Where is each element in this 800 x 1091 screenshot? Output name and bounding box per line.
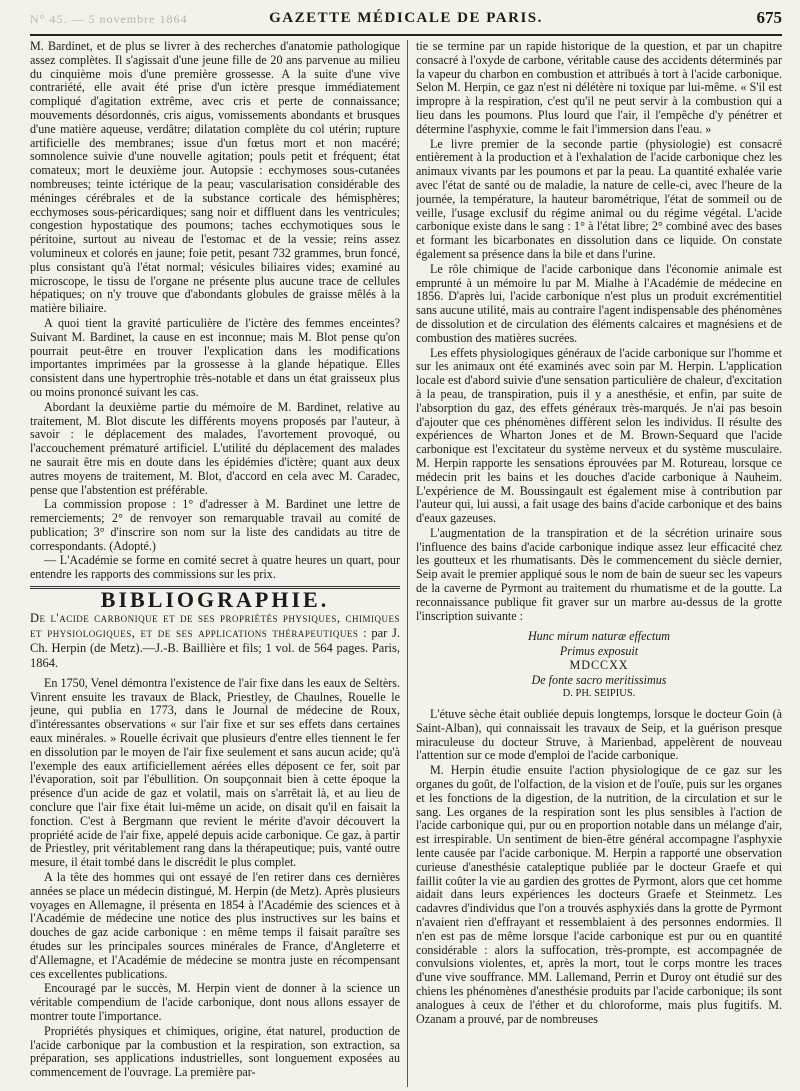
inscription-line: Hunc mirum naturæ effectum	[527, 629, 671, 644]
book-title: De l'acide carbonique et de ses propriétés physiques, chimiques et physiologiques, et de ses applications thérapeutiques	[30, 610, 400, 640]
journal-title: GAZETTE MÉDICALE DE PARIS.	[269, 10, 543, 26]
paragraph: L'étuve sèche était oubliée depuis longtemps, lorsque le docteur Goin (à Saint-Alban), qui connaissait les travaux de Seip, et la guérison presque miraculeuse du docteur Struve, à Marienbad, appelèrent de nouveau l'attention sur ce mode d'emploi de l'acide carbonique.	[416, 706, 782, 763]
paragraph: tie se termine par un rapide historique de la question, et par un chapitre consacré à l'oxyde de carbone, véritable cause des accidents déterminés par la vapeur du charbon en combustion et attribués à tort à l'acide carbonique. Selon M. Herpin, ce gaz n'est ni délétère ni toxique par lui-même. « S'il est impropre à la respiration, c'est qu'il ne peut servir à la combustion qui a lieu dans les poumons. Plus lourd que l'air, il l'empêche d'y pénétrer et détermine l'asphyxie, comme le fait l'immersion dans l'eau. »	[416, 40, 782, 136]
paragraph: — L'Académie se forme en comité secret à quatre heures un quart, pour entendre les rapports des commissions sur les prix.	[30, 553, 400, 582]
right-column	[416, 40, 782, 1087]
inscription	[416, 629, 782, 702]
inscription-line: De fonte sacro meritissimus	[531, 672, 667, 687]
column-divider	[407, 40, 408, 1087]
paragraph: Le rôle chimique de l'acide carbonique dans l'économie animale est emprunté à un mémoire lu par M. Mialhe à l'Académie de médecine en 1856. D'après lui, l'acide carbonique n'est plus un produit excrémentitiel sans aucune utilité, mais au contraire l'agent indispensable des phénomènes de dissolution et de circulation des éléments calcaires et magnésiens et de combustion des matières sucrées.	[416, 261, 782, 345]
page-number: 675	[756, 8, 782, 27]
left-column	[30, 40, 400, 1087]
paragraph: Abordant la deuxième partie du mémoire de M. Bardinet, relative au traitement, M. Blot discute les différents moyens proposés par l'auteur, à savoir : le déplacement des malades, l'avortement provoqué, ou l'accouchement prématuré artificiel. L'utilité du déplacement des malades ne saurait être mis en doute dans les épidémies d'ictère; quant aux deux autres moyens de traitement, M. Blot, d'accord en cela avec M. Caradec, pense que l'abstention est préférable.	[30, 399, 400, 497]
section-title: BIBLIOGRAPHIE.	[100, 587, 330, 613]
paragraph: A la tête des hommes qui ont essayé de l'en retirer dans ces dernières années se place un médecin distingué, M. Herpin (de Metz). Après plusieurs voyages en Allemagne, il présenta en 1854 à l'Académie des sciences et à l'Académie de médecine une notice des plus instructives sur les bains et douches de gaz acide carbonique : en même temps il faisait paraître ses études sur les principales sources minérales de France, d'Angleterre et d'Allemagne, et l'Académie de médecine se montra juste en récompensant ces excellentes publications.	[30, 870, 400, 981]
text-columns	[30, 40, 782, 1087]
paragraph: La commission propose : 1° d'adresser à M. Bardinet une lettre de remerciements; 2° de renvoyer son remarquable travail au comité de publication; 3° d'inscrire son nom sur la liste des candidats au titre de correspondants. (Adopté.)	[30, 497, 400, 553]
paragraph: Les effets physiologiques généraux de l'acide carbonique sur l'homme et sur les animaux ont été examinés avec soin par M. Herpin. L'application locale est d'abord suivie d'une sensation particulière de chaleur, d'excitation à la peau, de transpiration, puis il y a anesthésie, et enfin, par suite de l'absorption du gaz, des effets généraux très-marqués. Je n'ai pas besoin d'ajouter que ces phénomènes diffèrent selon les individus. Il résulte des expériences de Wharton Jones et de M. Brown-Sequard que l'acide carbonique est l'excitateur du système nerveux et du système musculaire. M. Herpin rapporte les sensations éprouvées par M. Rotureau, lorsque ce médecin prit les bains et les douches d'acide carbonique à Nauheim. L'expérience de M. Boussingault est également mise à contribution par l'auteur qui, lui aussi, a fait usage des bains d'acide carbonique et des bains d'eaux gazeuses.	[416, 345, 782, 526]
paragraph: M. Herpin étudie ensuite l'action physiologique de ce gaz sur les organes du goût, de l'olfaction, de la vision et de l'ouïe, puis sur les organes et les fonctions de la digestion, de la nutrition, de la circulation et sur le sang. Les organes de la respiration sont les plus sensibles à l'action de l'acide carbonique qui, pur ou en proportion notable dans un mélange d'air, est irrespirable. Un sentiment de bien-être général accompagne l'asphyxie lente causée par l'acide carbonique. M. Herpin a rapporté une observation curieuse d'anesthésie cataleptique publiée par le docteur Graefe et qui faillit coûter la vie au gardien des grottes de Pyrmont, alors que cet homme aidait dans leurs expériences les docteurs Graefe et Steinmetz. Les cadavres d'individus que l'on a trouvés asphyxiés dans la grotte de Pyrmont n'avaient rien d'effrayant et ressemblaient à des personnes endormies. Il n'en est pas de même lorsque l'acide carbonique est pur ou en quantité considérable : alors la suffocation, très-prompte, est accompagnée de convulsions violentes, et, après la mort, tout le corps montre les traces d'une vive souffrance. MM. Lallemand, Perrin et Duroy ont étudié sur des chiens les phénomènes d'anesthésie produits par l'acide carbonique; ils sont analogues à ceux de l'éther et du chloroforme, mais plus fugitifs. M. Ozanam a prouvé, par de nombreuses	[416, 763, 782, 1026]
header-rule	[30, 34, 782, 36]
paragraph: Le livre premier de la seconde partie (physiologie) est consacré entièrement à la production et à l'exhalation de l'acide carbonique chez les animaux vivants par les poumons et par la peau. La quantité exhalée varie avec l'état de santé ou de maladie, la nature de celle-ci, avec l'heure de la journée, la température, la hauteur barométrique, l'état de sommeil ou de veille, l'usage exclusif du régime animal ou du régime végétal. L'acide carbonique existe dans le sang : 1° à l'état libre; 2° combiné avec des bases et formant les bicarbonates en dissolution dans ce liquide. On constate également sa présence dans la bile et dans l'urine.	[416, 136, 782, 261]
inscription-line: Primus exposuit	[559, 643, 639, 658]
paragraph: Propriétés physiques et chimiques, origine, état naturel, production de l'acide carbonique par la combustion et la respiration, son extraction, sa préparation, ses applications industrielles, sont longuement exposées au commencement de l'ouvrage. La première par-	[30, 1023, 400, 1080]
paragraph: A quoi tient la gravité particulière de l'ictère des femmes enceintes? Suivant M. Bardinet, la cause en est inconnue; mais M. Blot pense qu'on pourrait peut-être en trouver l'explication dans les modifications importantes imprimées par la grossesse à la glande hépatique. Elles consistent dans une hypertrophie très-notable et dans un état graisseux plus ou moins prononcé suivant les cas.	[30, 315, 400, 399]
issue-line: N° 45. — 5 novembre 1864	[30, 12, 188, 26]
inscription-line: MDCCXX	[569, 658, 629, 673]
paragraph: Encouragé par le succès, M. Herpin vient de donner à la science un véritable compendium de l'acide carbonique, dont nous allons essayer de montrer toute l'importance.	[30, 981, 400, 1023]
paragraph: M. Bardinet, et de plus se livrer à des recherches d'anatomie pathologique assez complètes. Il s'agissait d'une jeune fille de 20 ans parvenue au milieu du cinquième mois d'une première grossesse. A la suite d'une vive contrariété, elle avait été prise d'un ictère presque immédiatement compliqué d'agitation extrême, avec cris et perte de connaissance; mouvements désordonnés, cris aigus, vomissements abondants et brusques d'une matière aqueuse, verdâtre; dilatation complète du col utérin; rupture artificielle des membranes; issue d'un fœtus mort et non macéré; somnolence suivie d'une nouvelle agitation; pouls petit et fréquent; état comateux; mort le deuxième jour. Autopsie : ecchymoses sous-cutanées nombreuses; teinte ictérique de la peau; vascularisation considérable des méninges cérébrales et de la substance corticale des hémisphères; ecchymoses sous-péricardiques; sang noir et diffluent dans les ventricules; congestion hypostatique des poumons; taches ecchymotiques sous le péritoine, surtout au niveau de l'estomac et de la vessie; reins assez volumineux et colorés en jaune; foie petit, pesant 732 grammes, brun foncé, plus consistant qu'à l'état normal; vésicules biliaires vides; examiné au microscope, le tissu de l'organe ne présente plus aucune trace de cellules hépatiques; on n'y trouve que d'abondants globules de graisse mêlés à la matière biliaire.	[30, 40, 400, 316]
paragraph: En 1750, Venel démontra l'existence de l'air fixe dans les eaux de Seltèrs. Vinrent ensuite les travaux de Black, Priestley, de Chaulnes, Rouelle le jeune, qui publia en 1773, dans le Journal de médecine de Roux, d'intéressantes observations « sur l'air fixe et sur ses effets dans certaines eaux minérales. » Rouelle écrivait que plusieurs d'entre elles tiennent le fer en dissolution par le moyen de l'air fixe seulement et sans aucun acide; qu'à l'exemple des eaux artificiellement aérées elles déposent ce fer, soit par l'évaporation, soit par l'ébullition. On soupçonnait bien à cette époque la présence d'un acide de gaz et volatil, mais on s'arrêtait là, et au lieu de conclure que l'air fixe était lui-même un acide, on disait qu'il en faisait la fonction. C'est à Bergmann que revient le mérite d'avoir découvert la propriété acide de l'air fixe, appelé depuis acide carbonique. Ce gaz, à partir de Priestley, prit véritablement rang dans la thérapeutique; puis, vanté outre mesure, il était tombé dans le discrédit le plus complet.	[30, 675, 400, 870]
page-header	[30, 4, 782, 38]
paragraph: L'augmentation de la transpiration et de la sécrétion urinaire sous l'influence des bains d'acide carbonique indique assez leur efficacité chez les goutteux et les rhumatisants. Dès le commencement du siècle dernier, Seip avait le premier appliqué sous le nom de bain de sueur sec les vapeurs de la caverne de Pyrmont au traitement du rhumatisme et de la goutte. La reconnaissance publique fit graver sur un marbre au-dessus de la grotte l'inscription suivante :	[416, 525, 782, 623]
inscription-line: D. PH. SEIPIUS.	[562, 688, 636, 700]
book-details: : par J. Ch. Herpin (de Metz).—J.-B. Baillière et fils; 1 vol. de 564 pages. Paris, 1864.	[30, 625, 400, 670]
book-reference	[30, 611, 400, 671]
